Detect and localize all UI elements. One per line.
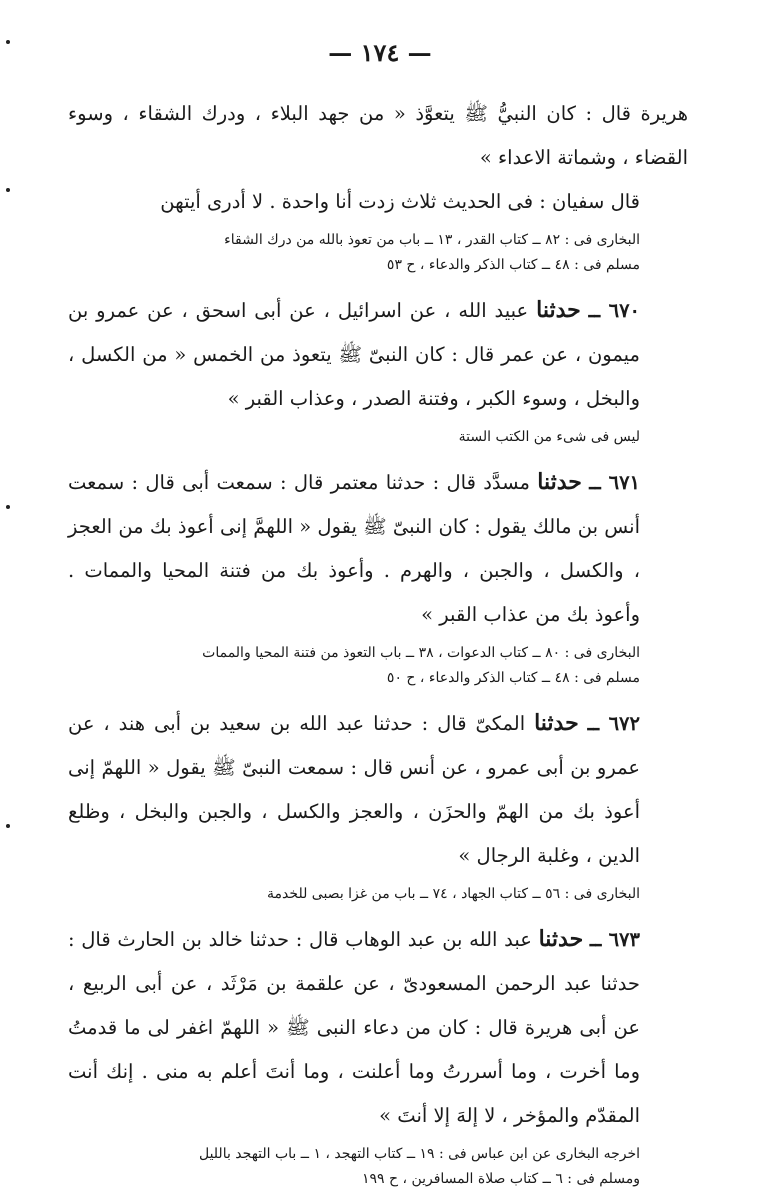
reference-line: البخارى فى : ٥٦ ــ كتاب الجهاد ، ٧٤ ــ باب من غزا بصبى للخدمة [267, 886, 640, 902]
haddathana-word: حدثنا [534, 710, 579, 736]
hadith-text: هريرة قال : كان النبيُّ ﷺ يتعوَّذ « من جهد البلاء ، ودرك الشقاء ، وسوء القضاء ، وشماتة الاعداء » [68, 102, 688, 169]
hadith-673 [68, 917, 688, 1138]
reference-line: البخارى فى : ٨٠ ــ كتاب الدعوات ، ٣٨ ــ باب التعوذ من فتنة المحيا والممات [202, 645, 640, 661]
margin-mark [6, 505, 10, 509]
hadith-text: عبيد الله ، عن اسرائيل ، عن أبى اسحق ، عن عمرو بن ميمون ، عن عمر قال : كان النبىّ ﷺ يتعوذ من الخمس « من الكسل ، والبخل ، وسوء الكبر ، وفتنة الصدر ، وعذاب القبر » [68, 299, 640, 410]
hadith-number: ٦٧٢ ــ [587, 712, 640, 735]
hadith-number: ٦٧٠ ــ [588, 299, 641, 322]
hadith-670 [68, 288, 688, 421]
reference-line: البخارى فى : ٨٢ ــ كتاب القدر ، ١٣ ــ باب من تعوذ بالله من درك الشقاء [224, 232, 640, 248]
hadith-number: ٦٧١ ــ [589, 471, 641, 494]
page-number: — ١٧٤ — [328, 38, 432, 67]
references [68, 228, 688, 278]
hadith-672 [68, 701, 688, 878]
haddathana-word: حدثنا [537, 469, 582, 495]
reference-line: ومسلم فى : ٦ ــ كتاب صلاة المسافرين ، ح ١٩٩ [361, 1171, 640, 1187]
margin-mark [6, 824, 10, 828]
reference-line: ليس فى شىء من الكتب الستة [458, 429, 640, 445]
hadith-text: المكىّ قال : حدثنا عبد الله بن سعيد بن أبى هند ، عن عمرو بن أبى عمرو ، عن أنس قال : سمعت النبىّ ﷺ يقول « اللهمّ إنى أعوذ بك من الهمّ والحزَن ، والعجز والكسل ، والجبن والبخل ، وظلع الدين ، وغلبة الرجال » [68, 712, 640, 867]
references [68, 641, 688, 691]
haddathana-word: حدثنا [536, 297, 581, 323]
reference-line: مسلم فى : ٤٨ ــ كتاب الذكر والدعاء ، ح ٥٣ [386, 257, 640, 273]
references [68, 1142, 688, 1192]
page-content [68, 92, 688, 1202]
references [68, 425, 688, 450]
margin-mark [6, 40, 10, 44]
reference-line: مسلم فى : ٤٨ ــ كتاب الذكر والدعاء ، ح ٥٠ [386, 670, 640, 686]
remark-text: قال سفيان : فى الحديث ثلاث زدت أنا واحدة . لا أدرى أيتهن [160, 190, 640, 213]
haddathana-word: حدثنا [538, 926, 584, 952]
references [68, 882, 688, 907]
paragraph-continuation [68, 92, 688, 180]
hadith-671 [68, 460, 688, 637]
hadith-text: عبد الله بن عبد الوهاب قال : حدثنا خالد بن الحارث قال : حدثنا عبد الرحمن المسعودىّ ، عن علقمة بن مَرْثَد ، عن أبى الربيع ، عن أبى هريرة قال : كان من دعاء النبى ﷺ « اللهمّ اغفر لى ما قدمتُ وما أخرت ، وما أسررتُ وما أعلنت ، وما أنتَ أعلم به منى . إنك أنت المقدّم والمؤخر ، لا إلهَ إلا أنتَ » [68, 928, 640, 1127]
narrator-remark [68, 180, 688, 224]
reference-line: اخرجه البخارى عن ابن عباس فى : ١٩ ــ كتاب التهجد ، ١ ــ باب التهجد بالليل [198, 1146, 640, 1162]
hadith-text: مسدَّد قال : حدثنا معتمر قال : سمعت أبى قال : سمعت أنس بن مالك يقول : كان النبىّ ﷺ يقول « اللهمَّ إنى أعوذ بك من العجز ، والكسل ، والجبن ، والهرم . وأعوذ بك من فتنة المحيا والممات . وأعوذ بك من عذاب القبر » [68, 471, 640, 626]
hadith-number: ٦٧٣ ــ [589, 928, 640, 951]
margin-mark [6, 188, 10, 192]
